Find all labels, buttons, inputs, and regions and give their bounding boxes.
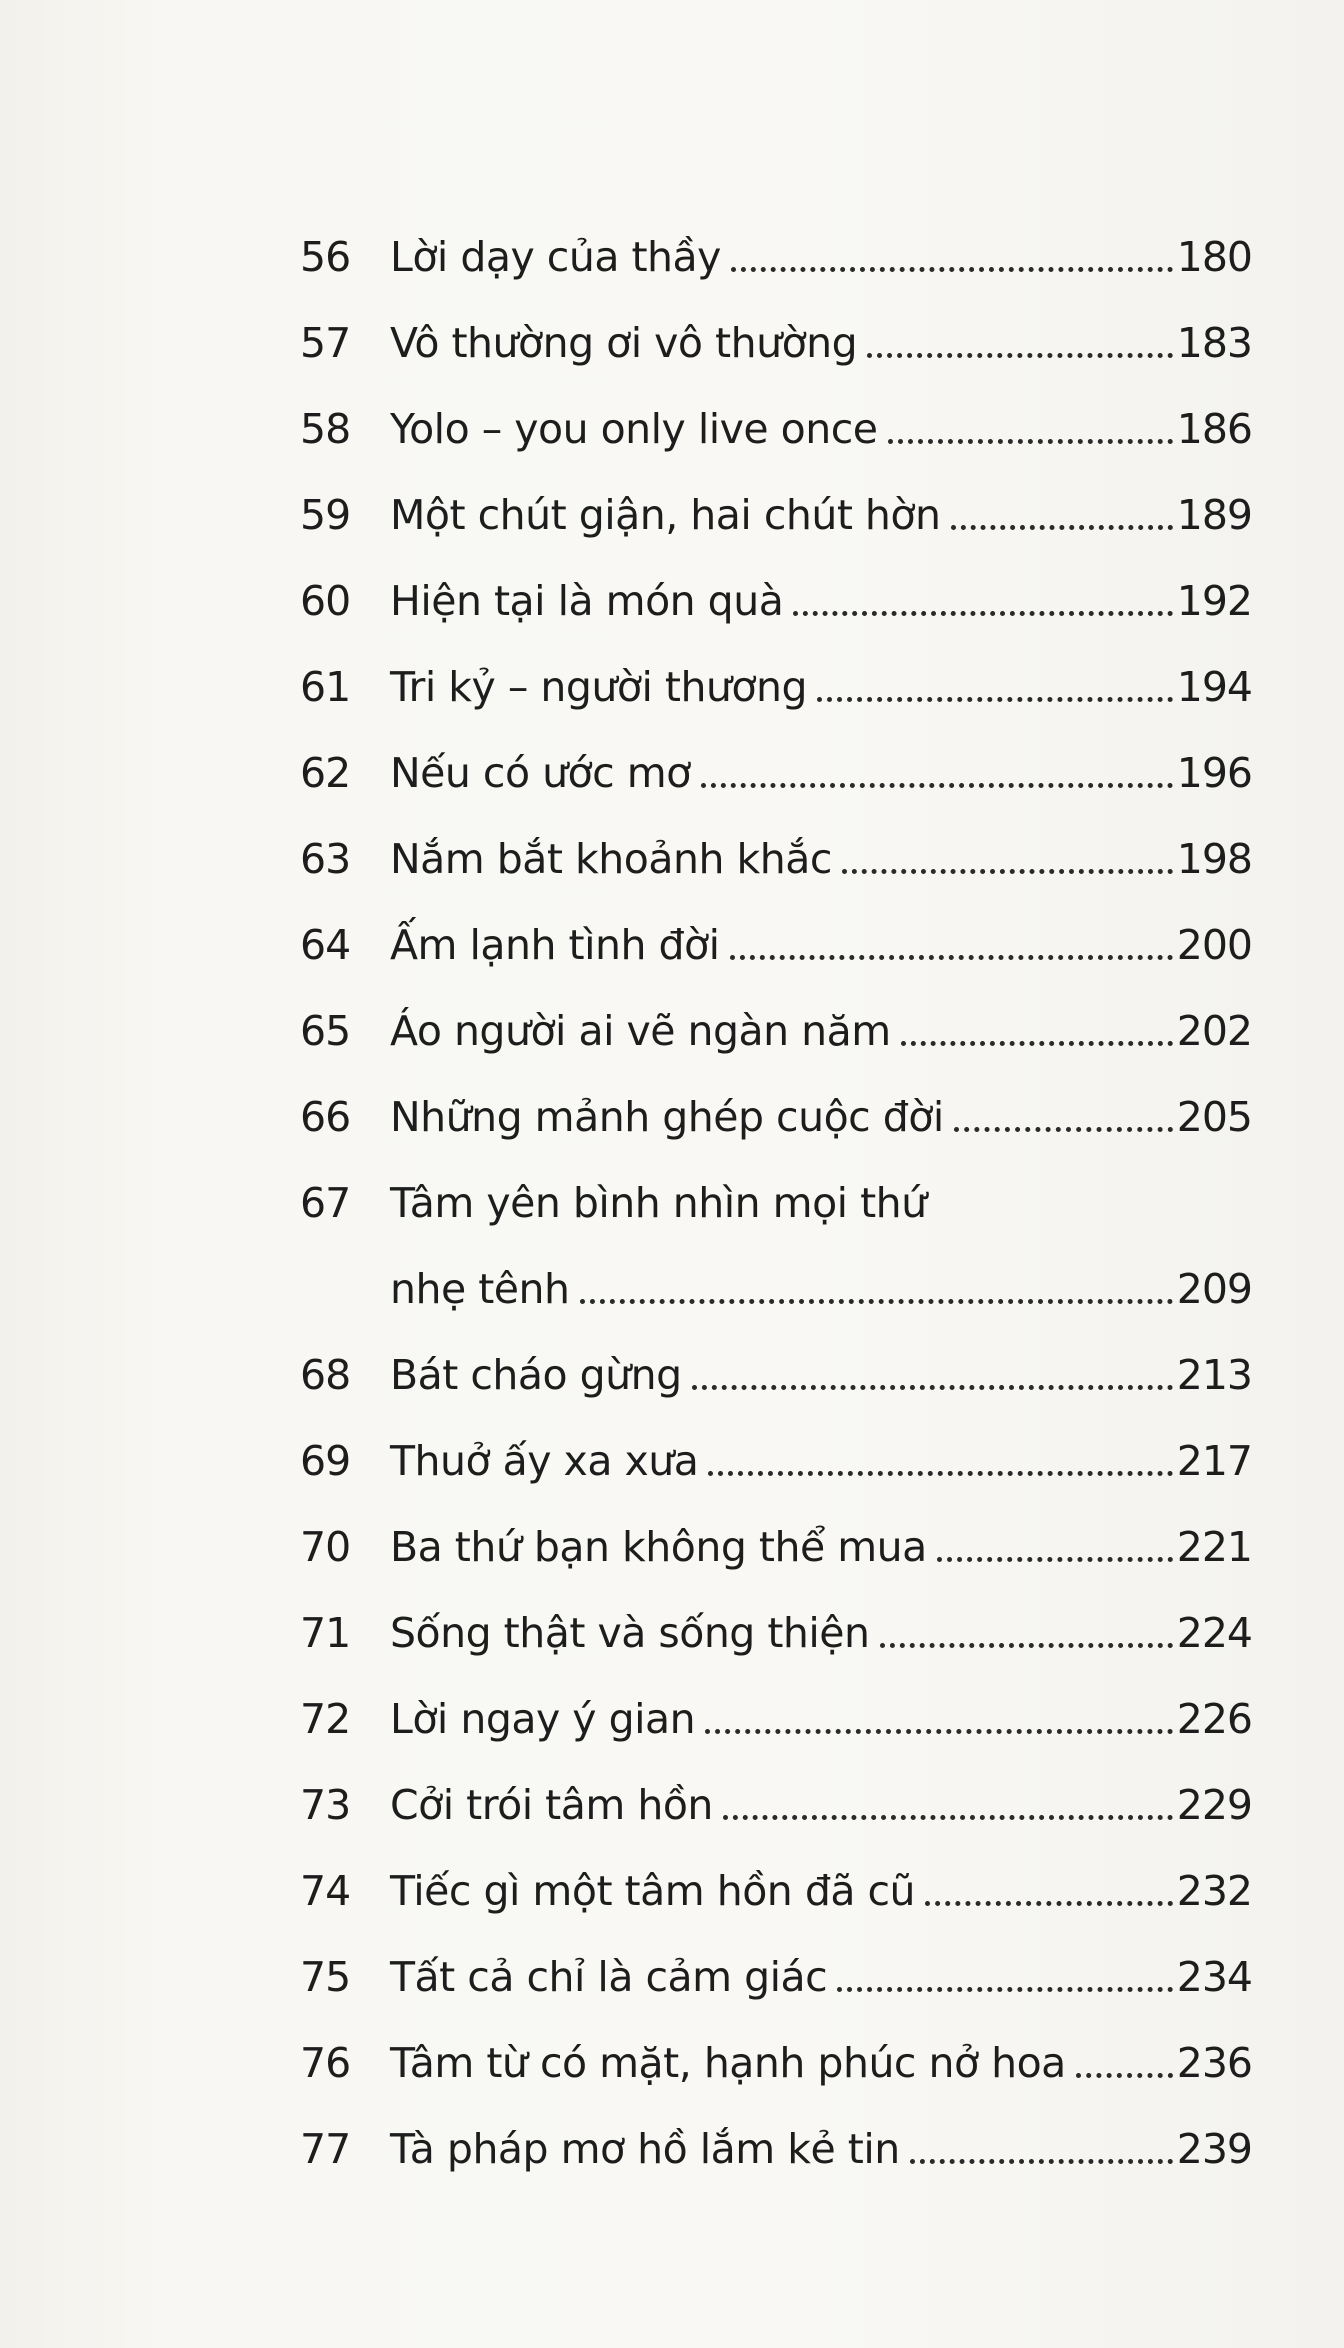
entry-title: Ấm lạnh tình đời — [390, 921, 720, 969]
entry-number: 70 — [300, 1523, 351, 1571]
entry-title: Tất cả chỉ là cảm giác — [390, 1953, 828, 2001]
entry-page-number: 229 — [1176, 1781, 1252, 1829]
entry-number: 56 — [300, 233, 351, 281]
entry-number: 75 — [300, 1953, 351, 2001]
entry-number: 60 — [300, 577, 351, 625]
entry-page-number: 198 — [1176, 835, 1252, 883]
entry-number: 72 — [300, 1695, 351, 1743]
toc-entry — [300, 2088, 1252, 2174]
toc-entry — [300, 1314, 1252, 1400]
entry-title: Lời ngay ý gian — [390, 1695, 696, 1743]
entry-title: Nắm bắt khoảnh khắc — [390, 835, 832, 883]
dot-leader — [731, 267, 1173, 272]
entry-title: Một chút giận, hai chút hờn — [390, 491, 941, 539]
entry-number: 71 — [300, 1609, 351, 1657]
entry-number: 73 — [300, 1781, 351, 1829]
entry-number: 63 — [300, 835, 351, 883]
entry-number: 64 — [300, 921, 351, 969]
entry-page-number: 194 — [1176, 663, 1252, 711]
entry-page-number: 196 — [1176, 749, 1252, 797]
entry-title: Tà pháp mơ hồ lắm kẻ tin — [390, 2125, 900, 2173]
entry-title: Bát cháo gừng — [390, 1351, 682, 1399]
entry-number: 74 — [300, 1867, 351, 1915]
entry-page-number: 183 — [1176, 319, 1252, 367]
dot-leader — [954, 1127, 1173, 1132]
entry-page-number: 239 — [1176, 2125, 1252, 2173]
toc-entry — [300, 1400, 1252, 1486]
dot-leader — [937, 1557, 1173, 1562]
dot-leader — [842, 869, 1173, 874]
entry-page-number: 186 — [1176, 405, 1252, 453]
entry-page-number: 209 — [1176, 1265, 1252, 1313]
toc-entry — [300, 1658, 1252, 1744]
dot-leader — [888, 439, 1173, 444]
entry-title: Hiện tại là món quà — [390, 577, 784, 625]
entry-number: 67 — [300, 1179, 351, 1227]
toc-entry — [300, 798, 1252, 884]
dot-leader — [837, 1987, 1173, 1992]
toc-entry — [300, 454, 1252, 540]
entry-page-number: 202 — [1176, 1007, 1252, 1055]
entry-page-number: 217 — [1176, 1437, 1252, 1485]
toc-entry — [300, 1486, 1252, 1572]
entry-page-number: 236 — [1176, 2039, 1252, 2087]
toc-entry — [300, 2002, 1252, 2088]
entry-number: 62 — [300, 749, 351, 797]
toc-entry — [300, 1744, 1252, 1830]
entry-number: 59 — [300, 491, 351, 539]
entry-title: Tri kỷ – người thương — [390, 663, 808, 711]
entry-title: Yolo – you only live once — [390, 405, 878, 453]
entry-page-number: 226 — [1176, 1695, 1252, 1743]
dot-leader — [867, 353, 1173, 358]
dot-leader — [880, 1643, 1173, 1648]
entry-page-number: 224 — [1176, 1609, 1252, 1657]
dot-leader — [730, 955, 1173, 960]
entry-number: 57 — [300, 319, 351, 367]
entry-title: Ba thứ bạn không thể mua — [390, 1523, 927, 1571]
entry-number: 66 — [300, 1093, 351, 1141]
entry-title: Cởi trói tâm hồn — [390, 1781, 713, 1829]
entry-page-number: 234 — [1176, 1953, 1252, 2001]
entry-number: 65 — [300, 1007, 351, 1055]
dot-leader — [708, 1471, 1172, 1476]
entry-page-number: 213 — [1176, 1351, 1252, 1399]
entry-title-line1: Tâm yên bình nhìn mọi thứ — [390, 1179, 927, 1227]
entry-number: 77 — [300, 2125, 351, 2173]
entry-page-number: 200 — [1176, 921, 1252, 969]
dot-leader — [692, 1385, 1173, 1390]
entry-title: Tâm từ có mặt, hạnh phúc nở hoa — [390, 2039, 1066, 2087]
entry-page-number: 205 — [1176, 1093, 1252, 1141]
table-of-contents — [300, 196, 1252, 2174]
dot-leader — [901, 1041, 1173, 1046]
dot-leader — [705, 1729, 1173, 1734]
toc-entry — [300, 626, 1252, 712]
entry-title: Áo người ai vẽ ngàn năm — [390, 1007, 891, 1055]
entry-title-line2: nhẹ tênh — [390, 1265, 570, 1313]
entry-title: Những mảnh ghép cuộc đời — [390, 1093, 944, 1141]
toc-entry — [300, 970, 1252, 1056]
toc-entry — [300, 1056, 1252, 1142]
entry-title: Sống thật và sống thiện — [390, 1609, 870, 1657]
dot-leader — [1076, 2073, 1173, 2078]
entry-title: Vô thường ơi vô thường — [390, 319, 858, 367]
entry-number: 68 — [300, 1351, 351, 1399]
entry-title: Nếu có ước mơ — [390, 749, 691, 797]
entry-number: 58 — [300, 405, 351, 453]
entry-title: Tiếc gì một tâm hồn đã cũ — [390, 1867, 916, 1915]
toc-entry — [300, 282, 1252, 368]
dot-leader — [701, 783, 1173, 788]
entry-page-number: 192 — [1176, 577, 1252, 625]
dot-leader — [580, 1299, 1173, 1304]
entry-page-number: 221 — [1176, 1523, 1252, 1571]
entry-page-number: 232 — [1176, 1867, 1252, 1915]
entry-title: Thuở ấy xa xưa — [390, 1437, 699, 1485]
dot-leader — [910, 2159, 1173, 2164]
dot-leader — [925, 1901, 1173, 1906]
entry-title: Lời dạy của thầy — [390, 233, 721, 281]
entry-page-number: 180 — [1176, 233, 1252, 281]
entry-number: 76 — [300, 2039, 351, 2087]
entry-number: 61 — [300, 663, 351, 711]
dot-leader — [951, 525, 1173, 530]
toc-entry — [300, 884, 1252, 970]
entry-page-number: 189 — [1176, 491, 1252, 539]
entry-number: 69 — [300, 1437, 351, 1485]
toc-entry — [300, 1142, 1252, 1314]
dot-leader — [723, 1815, 1173, 1820]
dot-leader — [817, 697, 1173, 702]
toc-entry — [300, 540, 1252, 626]
dot-leader — [793, 611, 1172, 616]
toc-entry — [300, 1916, 1252, 2002]
toc-entry — [300, 1830, 1252, 1916]
toc-entry — [300, 1572, 1252, 1658]
toc-entry — [300, 196, 1252, 282]
toc-entry — [300, 368, 1252, 454]
toc-entry — [300, 712, 1252, 798]
